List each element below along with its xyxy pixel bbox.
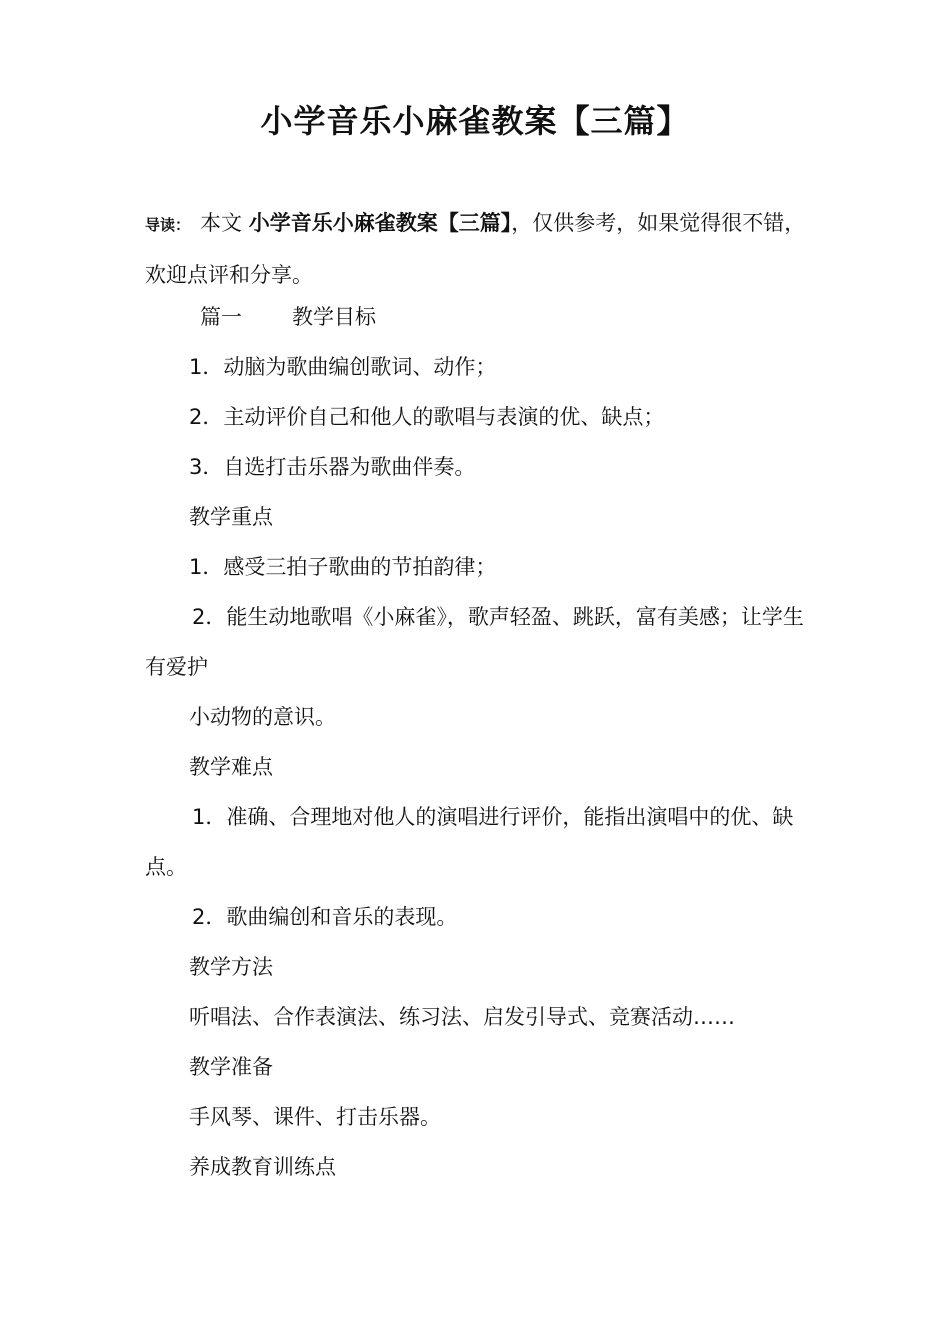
- intro-suffix: ，仅供参考，如果觉得很不错，欢迎点评和分享。: [145, 211, 806, 287]
- intro-prefix: 本文: [200, 211, 243, 235]
- difficulty-item: 2．歌曲编创和音乐的表现。: [192, 905, 458, 929]
- habit-heading: 养成教育训练点: [189, 1155, 336, 1179]
- methods-heading: 教学方法: [189, 955, 273, 979]
- intro-doc-title: 小学音乐小麻雀教案【三篇】: [248, 211, 512, 235]
- section-header: [200, 292, 376, 342]
- key-point-item-continued: 小动物的意识。: [189, 705, 336, 729]
- goal-item: 2．主动评价自己和他人的歌唱与表演的优、缺点；: [189, 405, 665, 429]
- key-point-item: 1．感受三拍子歌曲的节拍韵律；: [189, 555, 497, 579]
- difficulties-heading: 教学难点: [189, 755, 273, 779]
- preparation-text: 手风琴、课件、打击乐器。: [189, 1105, 441, 1129]
- document-title: 小学音乐小麻雀教案【三篇】: [260, 102, 690, 140]
- preparation-heading: 教学准备: [189, 1055, 273, 1079]
- methods-text: 听唱法、合作表演法、练习法、启发引导式、竞赛活动……: [189, 1005, 735, 1029]
- difficulty-item: 1．准确、合理地对他人的演唱进行评价，能指出演唱中的优、缺点。: [145, 805, 794, 879]
- goal-item: 3．自选打击乐器为歌曲伴奏。: [189, 455, 476, 479]
- goal-item: 1．动脑为歌曲编创歌词、动作；: [189, 355, 497, 379]
- key-points-heading: 教学重点: [189, 505, 273, 529]
- section-heading: 教学目标: [292, 305, 376, 329]
- key-point-item: 2．能生动地歌唱《小麻雀》，歌声轻盈、跳跃，富有美感；让学生有爱护: [145, 605, 804, 679]
- intro-label: 导读：: [145, 216, 191, 234]
- intro-paragraph: [145, 198, 815, 300]
- section-name: 篇一: [200, 305, 242, 329]
